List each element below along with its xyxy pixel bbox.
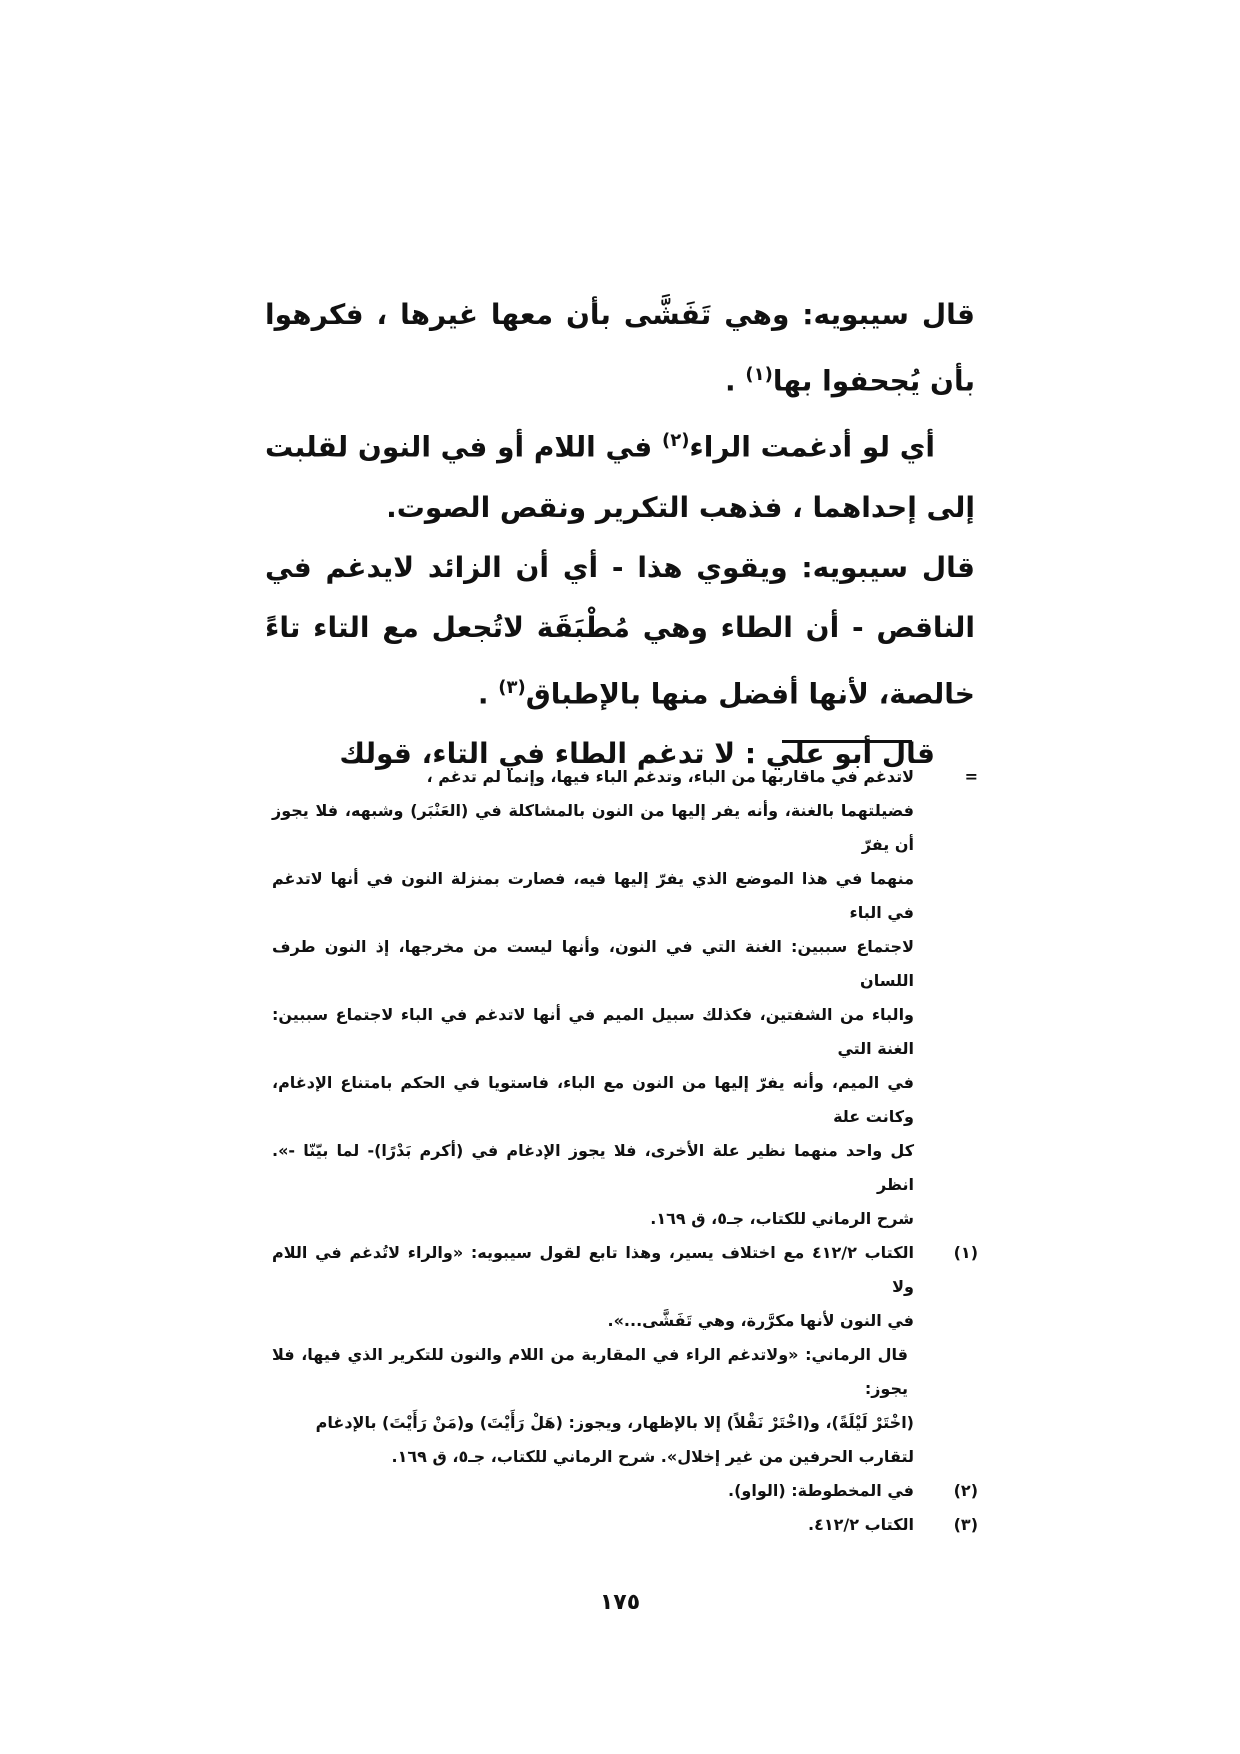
- continuation-line: لاجتماع سببين: الغنة التي في النون، وأنها ليست من مخرجها، إذ النون طرف اللسان: [272, 937, 914, 990]
- paragraph-1-end: .: [725, 364, 746, 398]
- paragraph-4-text: قال أبو علي : لا تدغم الطاء في التاء، قولك: [339, 736, 935, 770]
- footnote-3-body: [272, 1508, 914, 1542]
- paragraph-3-text: ويقوي هذا - أي أن الزائد لايدغم في الناقص - أن الطاء وهي مُطْبَقَة لاتُجعل مع التاء تاءً خالصة، لأنها أفضل منها بالإطباق: [265, 550, 975, 710]
- main-text-block: [265, 285, 975, 784]
- footnote-1-number: (١): [953, 1243, 978, 1262]
- footnote-2: [272, 1474, 978, 1508]
- footnote-1-line: الكتاب ٤١٢/٢ مع اختلاف يسير، وهذا تابع لقول سيبويه: «والراء لاتُدغم في اللام ولا: [272, 1243, 915, 1296]
- paragraph-1: [265, 285, 975, 411]
- continuation-line: لاتدغم في ماقاربها من الباء، وتدغم الباء فيها، وإنما لم تدغم ،: [426, 767, 914, 786]
- footnotes-block: [272, 760, 978, 1542]
- continuation-line: شرح الرماني للكتاب، جـ٥، ق ١٦٩.: [650, 1209, 914, 1228]
- paragraph-2-text-a: أي لو أدغمت الراء: [689, 430, 935, 464]
- footnote-2-number: (٢): [953, 1481, 978, 1500]
- paragraph-3: [265, 538, 975, 724]
- continuation-line: والباء من الشفتين، فكذلك سبيل الميم في أنها لاتدغم في الباء لاجتماع سببين: الغنة التي: [272, 1005, 914, 1058]
- footnote-1-sub-line: (اخْتَرْ لَيْلَةً)، و(اخْتَرْ نَقْلاً) إلا بالإظهار، ويجوز: (هَلْ رَأَيْتَ) و(مَنْ رَأَيْتَ) بالإدغام: [315, 1413, 914, 1432]
- footnote-2-text: في المخطوطة: (الواو).: [728, 1481, 914, 1500]
- footnote-1-sub-line: لتقارب الحرفين من غير إخلال». شرح الرماني للكتاب، جـ٥، ق ١٦٩.: [391, 1447, 914, 1466]
- continuation-mark: =: [964, 767, 978, 786]
- footnote-3-text: الكتاب ٤١٢/٢.: [808, 1515, 914, 1534]
- footnote-ref-3: (٣): [498, 676, 526, 698]
- footnote-1-line: في النون لأنها مكرَّرة، وهي تَفَشَّى...».: [607, 1311, 914, 1330]
- speaker-label-sibawayh-1: قال سيبويه:: [802, 298, 976, 331]
- paragraph-1-text: وهي تَفَشَّى بأن معها غيرها ، فكرهوا بأن يُجحفوا بها: [265, 298, 975, 398]
- paragraph-2: [265, 411, 975, 537]
- footnote-3: [272, 1508, 978, 1542]
- continuation-line: كل واحد منهما نظير علة الأخرى، فلا يجوز الإدغام في (أكرم بَدْرًا)- لما بيّنّا -». انظر: [272, 1141, 914, 1194]
- page-number: ١٧٥: [599, 1590, 641, 1615]
- continuation-line: منهما في هذا الموضع الذي يفرّ إليها فيه، فصارت بمنزلة النون في أنها لاتدغم في الباء: [272, 869, 914, 922]
- speaker-label-sibawayh-2: قال سيبويه:: [801, 550, 975, 584]
- footnote-ref-1: (١): [745, 364, 773, 385]
- footnote-continuation: [272, 760, 978, 1236]
- footnote-3-number: (٣): [953, 1515, 978, 1534]
- footnote-1-sub-line: قال الرماني: «ولاتدغم الراء في المقاربة من اللام والنون للتكرير الذي فيها، فلا يجوز:: [272, 1345, 908, 1398]
- footnote-1: [272, 1236, 978, 1474]
- continuation-body: [272, 760, 914, 1236]
- footnote-separator: [782, 740, 912, 743]
- paragraph-3-end: .: [477, 676, 499, 710]
- continuation-line: في الميم، وأنه يفرّ إليها من النون مع الباء، فاستويا في الحكم بامتناع الإدغام، وكانت علة: [272, 1073, 914, 1126]
- footnote-ref-2: (٢): [661, 430, 690, 452]
- footnote-1-body: [272, 1236, 914, 1474]
- paragraph-2-text-b: في اللام أو في النون لقلبت إلى إحداهما ، فذهب التكرير ونقص الصوت.: [265, 430, 975, 524]
- continuation-line: فضيلتهما بالغنة، وأنه يفر إليها من النون بالمشاكلة في (العَنْبَر) وشبهه، فلا يجوز أن يفرّ: [272, 801, 914, 854]
- footnote-2-body: [272, 1474, 914, 1508]
